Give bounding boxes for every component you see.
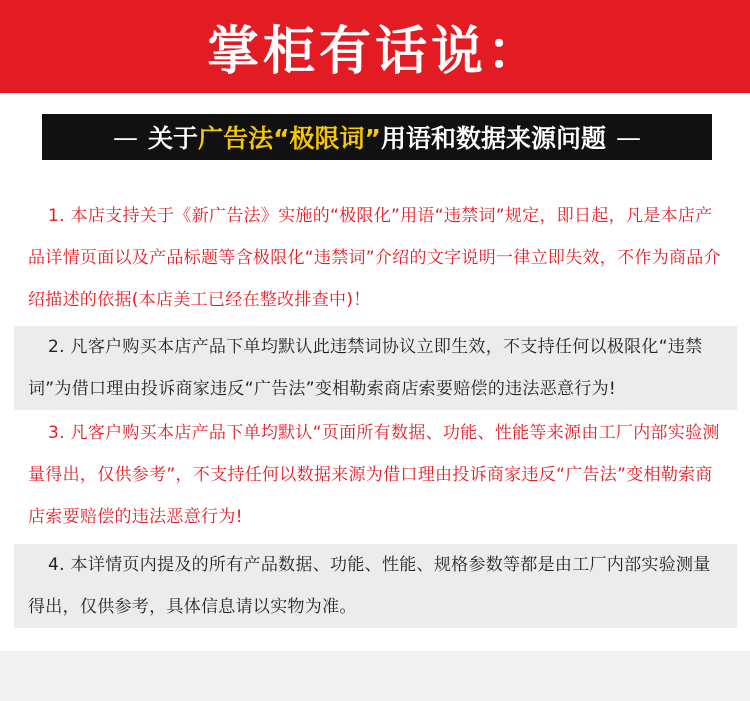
notice-paragraph-4 (14, 544, 737, 628)
footer-strip (0, 651, 750, 701)
notice-paragraph-2 (14, 326, 737, 410)
subheader-bar (42, 114, 712, 160)
notice-text-4: 4. 本详情页内提及的所有产品数据、功能、性能、规格参数等都是由工厂内部实验测量得出，仅供参考，具体信息请以实物为准。 (28, 555, 711, 617)
header-banner (0, 0, 750, 93)
notice-text-3: 3. 凡客户购买本店产品下单均默认“页面所有数据、功能、性能等来源由工厂内部实验测量得出，仅供参考”，不支持任何以数据来源为借口理由投诉商家违反“广告法”变相勒索商店索要赔偿的违法恶意行为! (28, 423, 720, 527)
notice-paragraph-1 (14, 195, 737, 321)
page-title: 掌柜有话说： (206, 22, 543, 82)
subheader-highlight: 广告法“极限词” (198, 124, 381, 153)
notice-text-2: 2. 凡客户购买本店产品下单均默认此违禁词协议立即生效，不支持任何以极限化“违禁词”为借口理由投诉商家违反“广告法”变相勒索商店索要赔偿的违法恶意行为! (28, 337, 703, 399)
notice-paragraph-3 (14, 412, 737, 538)
dash-right: — (615, 122, 641, 152)
dash-left: — (113, 122, 139, 152)
subheader-suffix: 用语和数据来源问题 (380, 124, 606, 153)
subheader-prefix: 关于 (148, 124, 199, 153)
notice-text-1: 1. 本店支持关于《新广告法》实施的“极限化”用语“违禁词”规定，即日起，凡是本店产品详情页面以及产品标题等含极限化“违禁词”介绍的文字说明一律立即失效，不作为商品介绍描述的依据(本店美工已经在整改排查中)！ (28, 206, 721, 310)
